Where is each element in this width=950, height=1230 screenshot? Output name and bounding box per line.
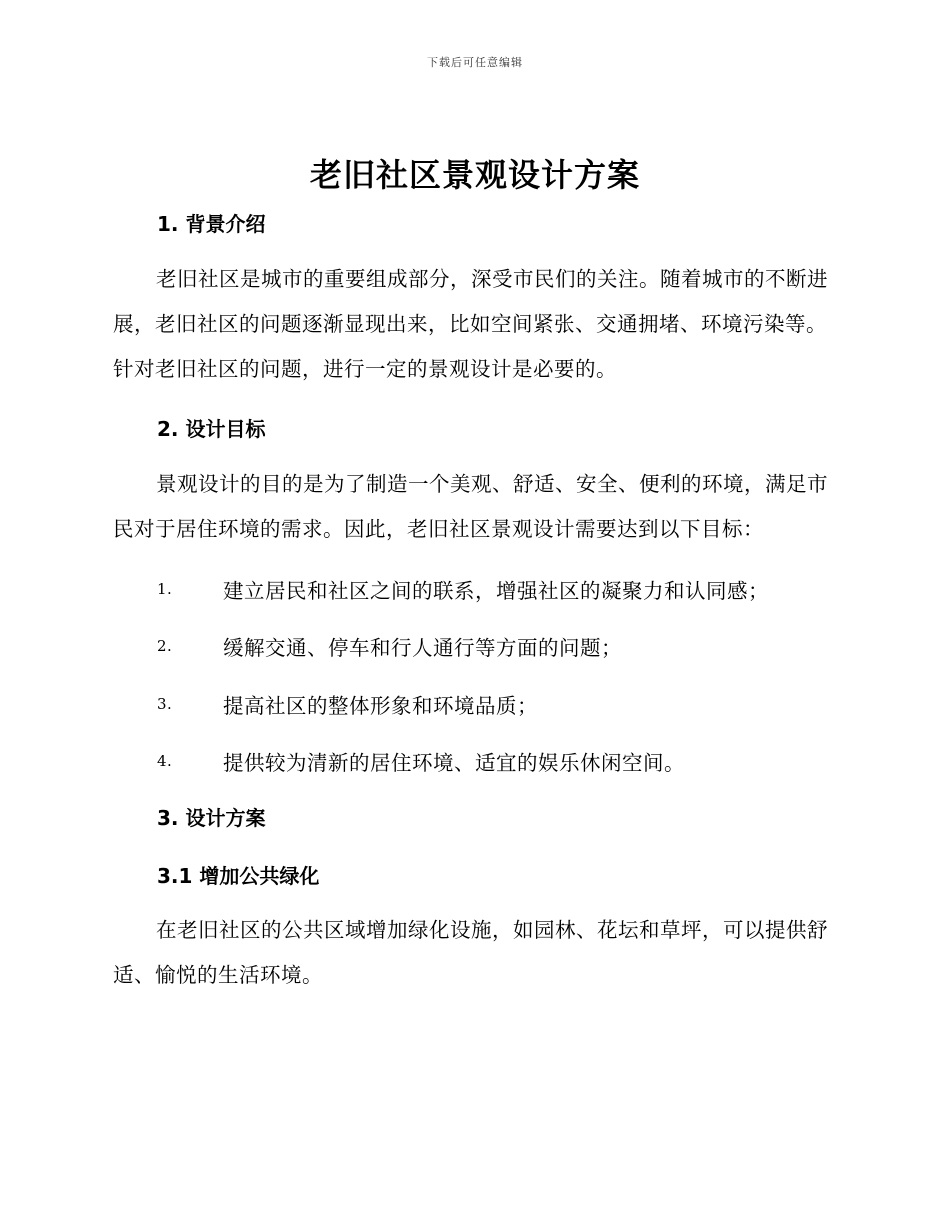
background-paragraph: 老旧社区是城市的重要组成部分，深受市民们的关注。随着城市的不断进展，老旧社区的问题逐渐显现出来，比如空间紧张、交通拥堵、环境污染等。针对老旧社区的问题，进行一定的景观设计是必要的。 — [113, 267, 828, 381]
section-heading-background: 1. 背景介绍 — [157, 212, 266, 236]
list-item-number: 2. — [157, 637, 173, 655]
list-item-text: 建立居民和社区之间的联系，增强社区的凝聚力和认同感； — [223, 579, 769, 603]
goal-list-item — [157, 574, 837, 604]
document-title: 老旧社区景观设计方案 — [309, 156, 640, 194]
section-heading-plan: 3. 设计方案 — [157, 806, 266, 830]
subsection-heading-greening: 3.1 增加公共绿化 — [157, 864, 320, 888]
page-header-note: 下载后可任意编辑 — [427, 56, 523, 69]
goal-list-item — [157, 689, 837, 719]
list-item-text: 缓解交通、停车和行人通行等方面的问题； — [223, 636, 622, 660]
goal-list-item — [157, 631, 837, 661]
greening-paragraph: 在老旧社区的公共区域增加绿化设施，如园林、花坛和草坪，可以提供舒适、愉悦的生活环境。 — [113, 918, 828, 987]
list-item-text: 提供较为清新的居住环境、适宜的娱乐休闲空间。 — [223, 751, 685, 775]
goals-paragraph: 景观设计的目的是为了制造一个美观、舒适、安全、便利的环境，满足市民对于居住环境的需求。因此，老旧社区景观设计需要达到以下目标： — [113, 472, 828, 541]
list-item-text: 提高社区的整体形象和环境品质； — [223, 694, 538, 718]
list-item-number: 3. — [157, 695, 173, 713]
section-heading-goals: 2. 设计目标 — [157, 417, 266, 441]
list-item-number: 4. — [157, 752, 173, 770]
goal-list-item — [157, 746, 837, 776]
list-item-number: 1. — [157, 580, 173, 598]
